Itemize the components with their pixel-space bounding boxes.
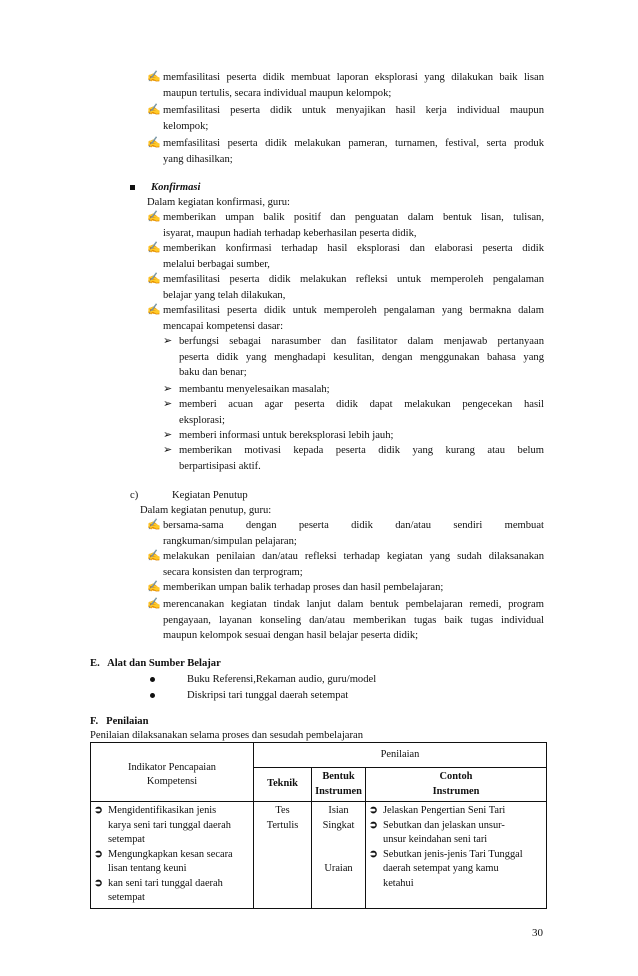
konfirmasi-item-3: ✍ memfasilitasi peserta didik melakukan refleksi untuk memperoleh pengalaman belajar yang telah dilakukan, (147, 273, 544, 301)
dot-bullet-icon (150, 677, 155, 682)
right-arrow-icon: ➲ (369, 805, 378, 816)
indikator-item-2: ➲ Mengungkapkan kesan secara lisan tentang keuni (94, 848, 233, 874)
sub-item-1: ➢ berfungsi sebagai narasumber dan fasilitator dalam menjawab pertanyaan peserta didik yang menghadapi kesulitan, dengan menggunakan bahasa yang baku dan benar; (163, 335, 544, 378)
sub-item-3: ➢ memberi acuan agar peserta didik dapat melakukan pengecekan hasil eksplorasi; (163, 398, 544, 426)
hand-bullet-icon: ✍ (147, 598, 161, 610)
section-e-item-2: Diskripsi tari tunggal daerah setempat (150, 688, 348, 704)
penutup-title: Kegiatan Penutup (172, 490, 248, 501)
hand-bullet-icon: ✍ (147, 211, 161, 223)
contoh-item-1: ➲ Jelaskan Pengertian Seni Tari (369, 804, 543, 819)
hand-bullet-icon: ✍ (147, 581, 161, 593)
hand-bullet-icon: ✍ (147, 304, 161, 316)
penutup-item-4: ✍ merencanakan kegiatan tindak lanjut dalam bentuk pembelajaran remedi, program pengayaan, layanan konseling dan/atau memberikan tugas baik tugas individual maupun kelompok sesuai dengan hasil belajar peserta didik; (147, 598, 544, 641)
page-number: 30 (532, 927, 543, 939)
hand-bullet-icon: ✍ (147, 71, 161, 83)
penutup-intro: Dalam kegiatan penutup, guru: (140, 505, 272, 516)
right-arrow-icon: ➲ (94, 877, 103, 889)
cell-indikator (91, 802, 254, 909)
right-arrow-icon: ➲ (94, 805, 103, 816)
square-bullet-icon (130, 185, 135, 190)
hand-bullet-icon: ✍ (147, 550, 161, 562)
table-row (91, 802, 547, 909)
hand-bullet-icon: ✍ (147, 137, 161, 149)
contoh-item-3: ➲ Sebutkan jenis-jenis Tari Tunggal daerah setempat yang kamu ketahui (369, 848, 523, 889)
header-bentuk: Bentuk Instrumen (312, 768, 366, 802)
penutup-item-3: ✍ memberikan umpan balik terhadap proses dan hasil pembelajaran; (147, 580, 544, 596)
arrow-bullet-icon: ➢ (163, 383, 173, 395)
konfirmasi-item-4: ✍ memfasilitasi peserta didik untuk memperoleh pengalaman yang bermakna dalam mencapai kompetensi dasar: (147, 304, 544, 332)
section-e-title: E. Alat dan Sumber Belajar (90, 658, 221, 669)
top-item-3: ✍ memfasilitasi peserta didik melakukan pameran, turnamen, festival, serta produk yang dihasilkan; (147, 137, 544, 165)
penutup-item-2: ✍ melakukan penilaian dan/atau refleksi terhadap kegiatan yang sudah dilaksanakan secara konsisten dan terprogram; (147, 550, 544, 578)
hand-bullet-icon: ✍ (147, 242, 161, 254)
header-indikator: Indikator Pencapaian Kompetensi (91, 743, 254, 802)
section-f-title: F. Penilaian (90, 716, 149, 727)
penutup-item-1: ✍ bersama-sama dengan peserta didik dan/atau sendiri membuat rangkuman/simpulan pelajaran; (147, 519, 544, 547)
konfirmasi-item-2: ✍ memberikan konfirmasi terhadap hasil eksplorasi dan elaborasi peserta didik melalui berbagai sumber, (147, 242, 544, 270)
arrow-bullet-icon: ➢ (163, 398, 173, 410)
sub-item-5: ➢ memberikan motivasi kepada peserta didik yang kurang atau belum berpartisipasi aktif. (163, 444, 544, 472)
sub-item-2: ➢ membantu menyelesaikan masalah; (163, 382, 544, 398)
header-teknik: Teknik (254, 768, 312, 802)
section-f-intro: Penilaian dilaksanakan selama proses dan sesudah pembelajaran (90, 730, 363, 741)
hand-bullet-icon: ✍ (147, 273, 161, 285)
konfirmasi-intro: Dalam kegiatan konfirmasi, guru: (147, 197, 290, 208)
indikator-item-1: ➲ Mengidentifikasikan jenis karya seni tari tunggal daerah setempat (94, 805, 231, 845)
arrow-bullet-icon: ➢ (163, 335, 173, 347)
indikator-item-3: ➲ kan seni tari tunggal daerah setempat (94, 877, 223, 903)
top-item-1: ✍ memfasilitasi peserta didik membuat laporan eksplorasi yang dilakukan baik lisan maupun tertulis, secara individual maupun kelompok; (147, 71, 544, 99)
right-arrow-icon: ➲ (94, 848, 103, 860)
dot-bullet-icon (150, 693, 155, 698)
penilaian-table (90, 742, 547, 909)
right-arrow-icon: ➲ (369, 848, 378, 860)
hand-bullet-icon: ✍ (147, 104, 161, 116)
penutup-label: c) (130, 490, 139, 501)
hand-bullet-icon: ✍ (147, 519, 161, 531)
arrow-bullet-icon: ➢ (163, 444, 173, 456)
top-item-2: ✍ memfasilitasi peserta didik untuk menyajikan hasil kerja individual maupun kelompok; (147, 104, 544, 132)
konfirmasi-heading: Konfirmasi (130, 180, 200, 196)
right-arrow-icon: ➲ (369, 819, 378, 831)
cell-bentuk: Isian Singkat Uraian (312, 802, 366, 909)
contoh-item-2: ➲ Sebutkan dan jelaskan unsur- unsur keindahan seni tari (369, 819, 505, 845)
header-penilaian: Penilaian (254, 743, 547, 768)
konfirmasi-item-1: ✍ memberikan umpan balik positif dan penguatan dalam bentuk lisan, tulisan, isyarat, maupun hadiah terhadap keberhasilan peserta didik, (147, 211, 544, 239)
header-contoh: Contoh Instrumen (366, 768, 547, 802)
cell-teknik: Tes Tertulis (254, 802, 312, 909)
arrow-bullet-icon: ➢ (163, 429, 173, 441)
sub-item-4: ➢ memberi informasi untuk bereksplorasi lebih jauh; (163, 428, 544, 444)
section-e-item-1: Buku Referensi,Rekaman audio, guru/model (150, 672, 376, 688)
cell-contoh (366, 802, 547, 909)
